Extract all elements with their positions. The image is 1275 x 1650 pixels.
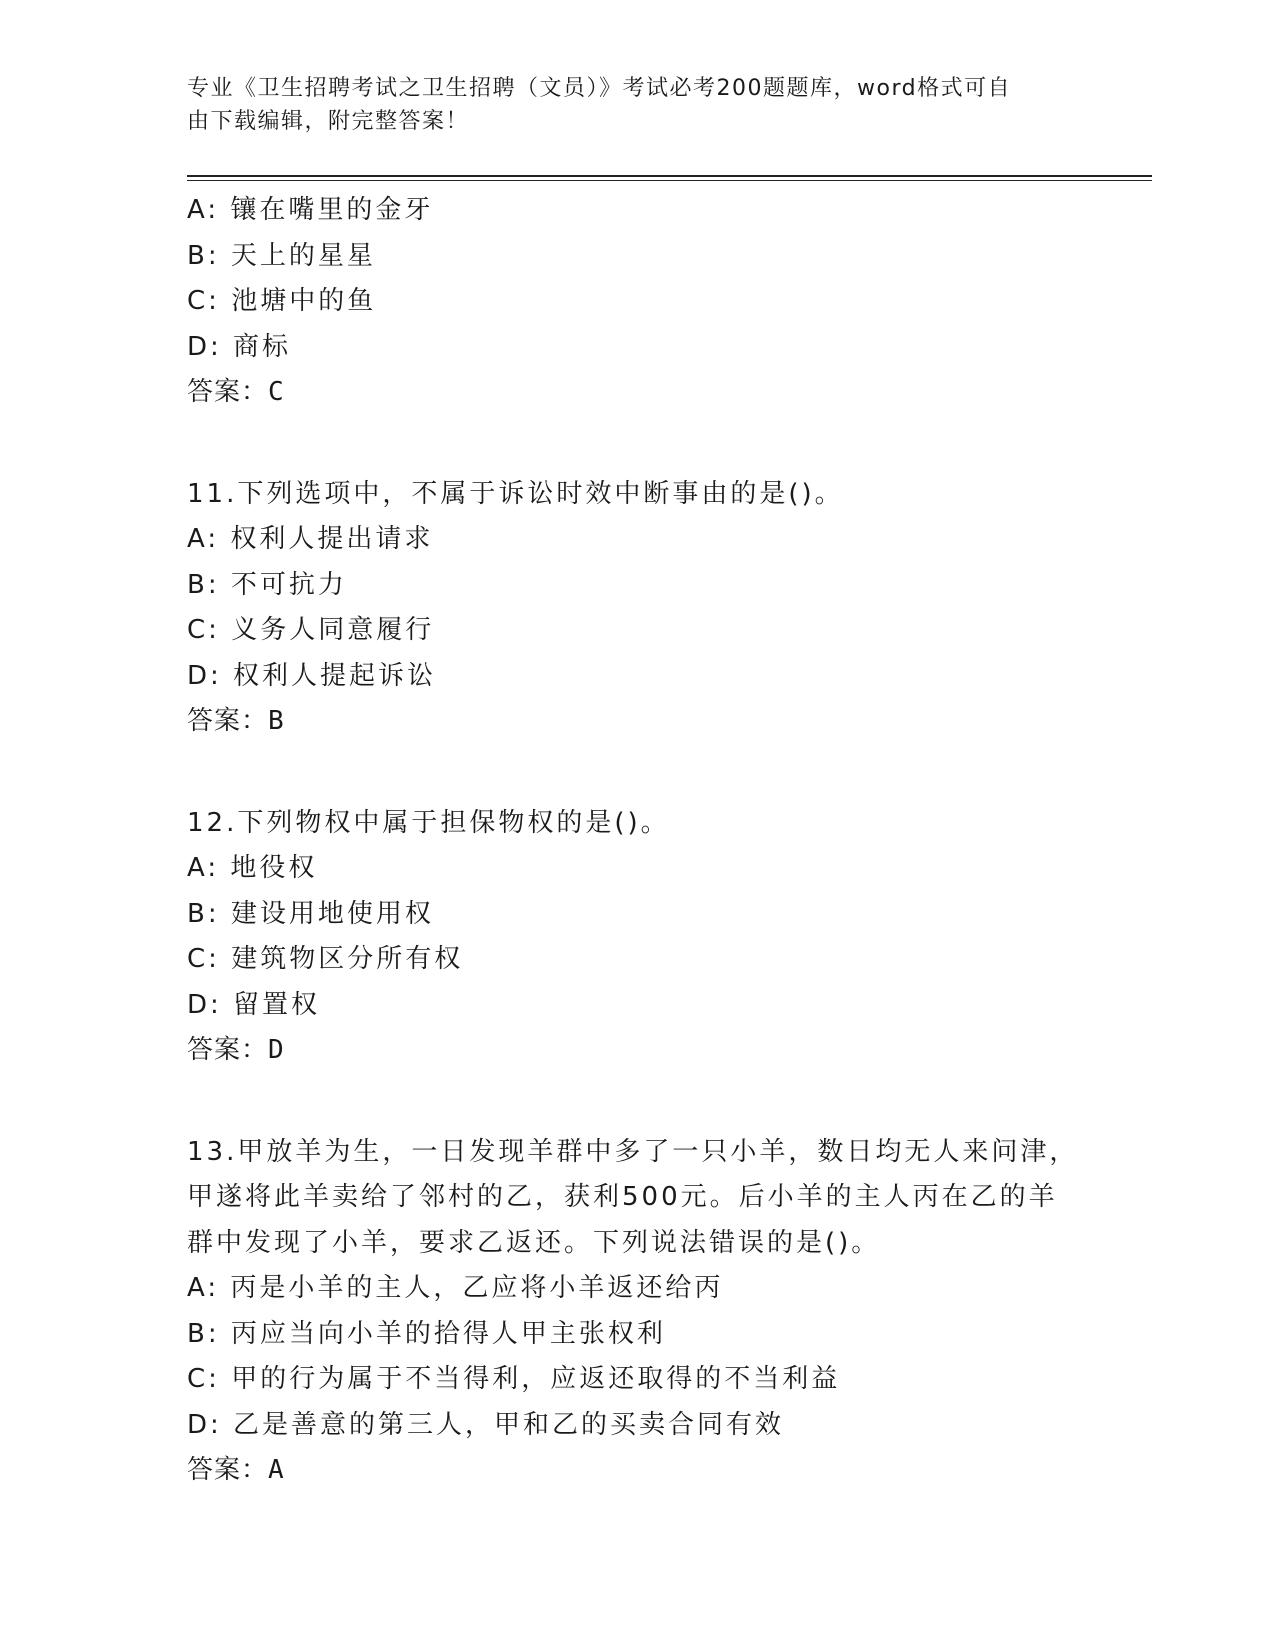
question-stem: 11.下列选项中，不属于诉讼时效中断事由的是()。 bbox=[187, 478, 844, 509]
answer-line: 答案：D bbox=[187, 1035, 285, 1065]
answer-line: 答案：C bbox=[187, 377, 285, 407]
answer-line: 答案：A bbox=[187, 1455, 285, 1485]
option-b: B: 不可抗力 bbox=[187, 569, 347, 600]
question-stem-line-3: 群中发现了小羊，要求乙返还。下列说法错误的是()。 bbox=[187, 1227, 881, 1258]
option-b: B: 建设用地使用权 bbox=[187, 898, 434, 929]
question-12 bbox=[187, 801, 1087, 1074]
question-prev bbox=[187, 188, 1087, 416]
option-d: D: 乙是善意的第三人，甲和乙的买卖合同有效 bbox=[187, 1409, 785, 1440]
question-stem-line-2: 甲遂将此羊卖给了邻村的乙，获利500元。后小羊的主人丙在乙的羊 bbox=[187, 1182, 1058, 1212]
option-c: C: 建筑物区分所有权 bbox=[187, 944, 464, 974]
option-d: D: 权利人提起诉讼 bbox=[187, 660, 437, 691]
option-a: A: 地役权 bbox=[187, 853, 318, 883]
option-b: B: 天上的星星 bbox=[187, 240, 376, 271]
answer-line: 答案：B bbox=[187, 706, 285, 736]
option-a: A: 镶在嘴里的金牙 bbox=[187, 195, 434, 225]
header-line-2: 由下载编辑，附完整答案！ bbox=[187, 109, 470, 134]
option-c: C: 义务人同意履行 bbox=[187, 615, 435, 645]
question-stem: 12.下列物权中属于担保物权的是()。 bbox=[187, 807, 670, 838]
option-d: D: 商标 bbox=[187, 331, 292, 362]
question-stem-line-1: 13.甲放羊为生，一日发现羊群中多了一只小羊，数日均无人来问津， bbox=[187, 1136, 1079, 1167]
header-line-1: 专业《卫生招聘考试之卫生招聘（文员）》考试必考200题题库，word格式可自 bbox=[187, 76, 1012, 101]
option-c: C: 池塘中的鱼 bbox=[187, 286, 377, 316]
option-c: C: 甲的行为属于不当得利，应返还取得的不当利益 bbox=[187, 1364, 841, 1394]
option-b: B: 丙应当向小羊的拾得人甲主张权利 bbox=[187, 1318, 666, 1349]
header-rule-thin bbox=[187, 180, 1152, 181]
option-a: A: 权利人提出请求 bbox=[187, 524, 434, 554]
option-a: A: 丙是小羊的主人，乙应将小羊返还给丙 bbox=[187, 1273, 724, 1303]
question-11 bbox=[187, 472, 1087, 745]
option-d: D: 留置权 bbox=[187, 989, 321, 1020]
question-13 bbox=[187, 1130, 1087, 1494]
header-rule-thick bbox=[187, 175, 1152, 177]
question-list bbox=[187, 188, 1087, 1494]
document-header bbox=[187, 72, 1067, 138]
